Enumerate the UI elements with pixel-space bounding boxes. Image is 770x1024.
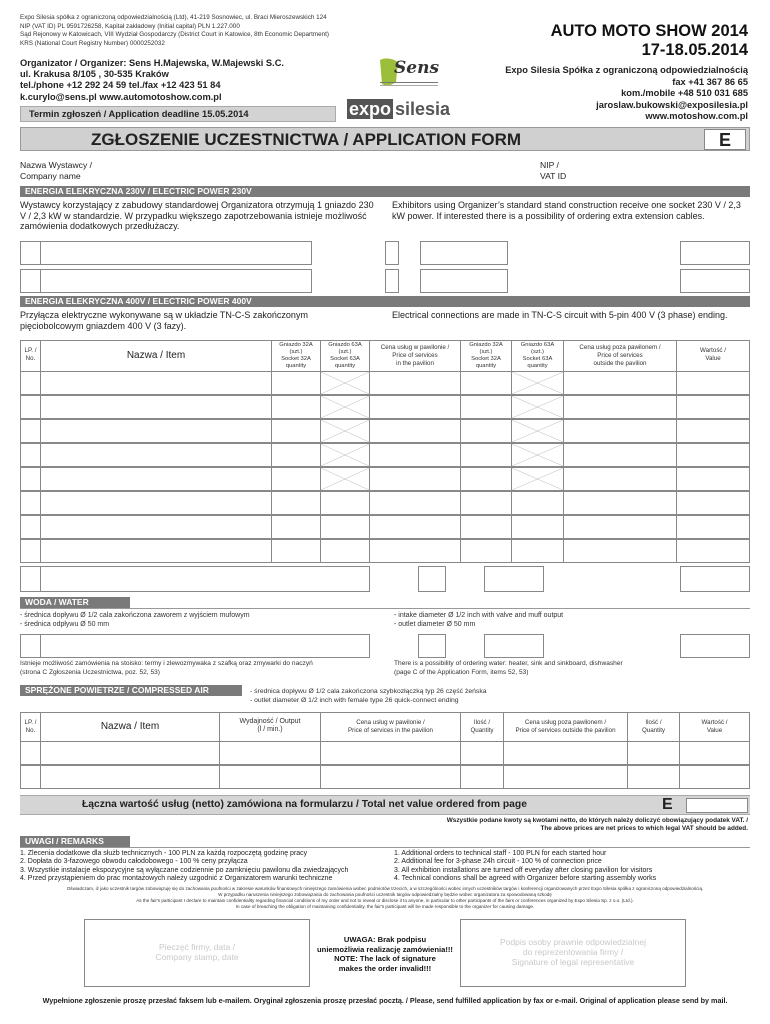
air-col-qty2: Ilość / Quantity — [627, 712, 680, 742]
total-letter: E — [662, 796, 673, 813]
remarks-right — [394, 850, 750, 883]
socket63-qty[interactable] — [320, 491, 370, 515]
socket32-qty[interactable] — [271, 467, 321, 491]
value-field[interactable] — [676, 539, 750, 563]
remarks-left — [20, 850, 390, 883]
row-name — [40, 741, 220, 765]
value-field[interactable] — [676, 515, 750, 539]
silesia-logo-part: silesia — [395, 99, 451, 119]
row-number — [20, 515, 41, 539]
price-cell — [484, 634, 544, 658]
remark-item: 1. Zlecenia dodatkowe dla służb technicznych - 100 PLN za każdą rozpoczętą godzinę pracy — [20, 850, 308, 857]
remark-item: 4. Technical condions shall be agreed with Organizer before starting assembly works — [394, 874, 657, 882]
row-name — [40, 443, 272, 467]
quantity-field[interactable] — [418, 634, 446, 658]
socket32b-qty[interactable] — [460, 443, 512, 467]
socket32-qty[interactable] — [271, 371, 321, 395]
remark-item: 4. Przed przystąpieniem do prac montażowych należy uzgodnić z Organizatorem warunki techniczne — [20, 874, 333, 882]
company-line: Sąd Rejonowy w Katowicach, VIII Wydział Gospodarczy (District Court in Katowice, 8th Economic Department) — [20, 31, 329, 39]
company-line: Expo Silesia spółka z ograniczoną odpowiedzialnością (Ltd), 41-219 Sosnowiec, ul. Braci Mieroszewskich 124 — [20, 14, 327, 21]
quantity-field[interactable] — [460, 765, 504, 789]
footer-note: Wypełnione zgłoszenie proszę przesłać faksem lub e-mailem. Oryginał zgłoszenia proszę przesłać pocztą. / Please, send fulfilled application by fax or e-mail. Original of application please send by mail. — [42, 996, 728, 1005]
expo-contact-line: kom./mobile +48 510 031 685 — [621, 88, 748, 98]
price-in-pavilion — [320, 741, 461, 765]
remark-item: 2. Dopłata do 3-fazowego obwodu całodobowego - 100 % ceny przyłącza — [20, 858, 248, 866]
row-name — [40, 395, 272, 419]
socket32b-qty[interactable] — [460, 491, 512, 515]
water-header: WODA / WATER — [20, 597, 130, 608]
price-in-pavilion — [369, 419, 461, 443]
price-outside-pavilion — [563, 371, 677, 395]
value-field[interactable] — [676, 491, 750, 515]
col-socket63b: Gniazdo 63A (szt.) Socket 63A quantity — [511, 340, 564, 372]
socket32-qty[interactable] — [271, 419, 321, 443]
power400-desc-en: Electrical connections are made in TN-C-S circuit with 5-pin 400 V (3 phase) ending. — [392, 310, 728, 320]
organizer-info — [20, 58, 360, 103]
row-number — [20, 395, 41, 419]
row-name — [40, 765, 220, 789]
remark-item: 3. All exhibition installations are turned off everyday after closing pavilion for visitors — [394, 866, 653, 874]
col-socket32: Gniazdo 32A (szt.) Socket 32A quantity — [271, 340, 321, 372]
vat-note-line: The above prices are net prices to which legal VAT should be added. — [540, 825, 748, 832]
organizer-line: Organizator / Organizer: Sens H.Majewska, W.Majewski S.C. — [20, 58, 285, 68]
socket63-qty[interactable] — [320, 539, 370, 563]
company-info — [20, 14, 440, 48]
row-number — [20, 419, 41, 443]
expo-contact-line: jaroslaw.bukowski@exposilesia.pl — [596, 99, 748, 110]
row-number — [20, 269, 41, 293]
price-outside-pavilion — [503, 741, 628, 765]
power400-desc-pl: Przyłącza elektryczne wykonywane są w układzie TN-C-S zakończonym pięciobolcowym gniazdem 400 V (3 fazy). — [20, 310, 308, 331]
price-outside-pavilion — [563, 515, 677, 539]
row-name — [40, 539, 272, 563]
air-col-qty: Ilość / Quantity — [460, 712, 504, 742]
row-name — [40, 491, 272, 515]
water-note-pl: Istnieje możliwość zamówienia na stoisko: termy i zlewozmywaka z szafką oraz zmywarki do naczyń (strona C Zgłoszenia Uczestnictwa, poz. 52, 53) — [20, 660, 313, 676]
socket32-qty[interactable] — [271, 395, 321, 419]
expo-contact — [505, 65, 748, 123]
price-in-pavilion — [320, 765, 461, 789]
company-line: NIP (VAT ID) PL 9591726258, Kapitał zakładowy (Initial capital) PLN 1.227.000 — [20, 22, 240, 30]
row-number — [20, 539, 41, 563]
price-outside-pavilion — [563, 491, 677, 515]
water-note-en: There is a possibility of ordering water: heater, sink and sinkboard, dishwasher (page C of the Application Form, items 52, 53) — [394, 660, 623, 676]
company-stamp-box[interactable] — [84, 919, 310, 987]
remarks-rule — [20, 847, 750, 848]
water-spec-pl: - średnica dopływu Ø 1/2 cala zakończona zaworem z wyjściem mufowym - średnica odpływu Ø 50 mm — [20, 612, 250, 628]
value-field[interactable] — [676, 371, 750, 395]
price-outside-pavilion — [563, 539, 677, 563]
quantity-field[interactable] — [385, 269, 399, 293]
col-socket32b: Gniazdo 32A (szt.) Socket 32A quantity — [460, 340, 512, 372]
legal-line: W przypadku naruszenia niniejszego zobowiązania do zachowania poufności uczestnik targów odpowiedzialny będzie wobec organizatora za spowodowaną szkodę — [218, 892, 552, 897]
air-col-price-out: Cena usług poza pawilonem / Price of services outside the pavilion — [503, 712, 628, 742]
form-title-bar — [20, 127, 750, 151]
quantity-field[interactable] — [627, 765, 680, 789]
remark-item: 2. Additional fee for 3-phase 24h circuit - 100 % of connection price — [394, 858, 602, 866]
socket32b-qty[interactable] — [460, 419, 512, 443]
output-field[interactable] — [219, 741, 321, 765]
price-outside-pavilion — [563, 443, 677, 467]
total-label: Łączna wartość usług (netto) zamówiona na formularzu / Total net value ordered from page — [82, 799, 527, 810]
row-number — [20, 371, 41, 395]
row-number — [20, 443, 41, 467]
expo-logo-part: expo — [349, 99, 392, 119]
col-price-out: Cena usług poza pawilonem / Price of services outside the pavilion — [563, 340, 677, 372]
row-name — [40, 515, 272, 539]
quantity-field[interactable] — [418, 566, 446, 592]
socket32-qty[interactable] — [271, 491, 321, 515]
col-value: Wartość / Value — [676, 340, 750, 372]
socket32b-qty[interactable] — [460, 371, 512, 395]
event-dates: 17-18.05.2014 — [641, 41, 748, 59]
water-rule — [20, 608, 750, 609]
total-bar — [20, 795, 750, 815]
row-name — [40, 371, 272, 395]
expo-contact-line: Expo Silesia Spółka z ograniczoną odpowiedzialnością — [505, 65, 748, 75]
crossed-out-cell — [511, 419, 564, 443]
row-number — [20, 741, 41, 765]
socket63b-qty[interactable] — [511, 515, 564, 539]
price-in-pavilion — [369, 539, 461, 563]
company-line: KRS (National Court Registry Number) 0000252032 — [20, 39, 165, 47]
vat-id-label: NIP / VAT ID — [540, 160, 567, 181]
power230-desc-en: Exhibitors using Organizer’s standard stand construction receive one socket 230 V / 2,3 kW power. If interested there is a possibility of ordering extra extension cables. — [392, 200, 741, 221]
price-cell — [420, 241, 508, 265]
price-in-pavilion — [369, 443, 461, 467]
air-col-price-in: Cena usług w pawilonie / Price of services in the pavilion — [320, 712, 461, 742]
form-letter: E — [704, 129, 746, 150]
socket32b-qty[interactable] — [460, 515, 512, 539]
row-number — [20, 634, 41, 658]
socket32-qty[interactable] — [271, 443, 321, 467]
total-value-field[interactable] — [686, 798, 748, 813]
legal-line: As the fair's participant I declare to maintain confidentiality regarding financial conditions of my order and not to reveal or disclose it to anyone, in particular to other participants of the fairs or conferences organized by Expo Silesia Sp. z o.o. (Ltd.). — [136, 898, 634, 903]
value-field[interactable] — [676, 395, 750, 419]
value-field[interactable] — [679, 765, 750, 789]
crossed-out-cell — [320, 419, 370, 443]
row-number — [20, 765, 41, 789]
price-outside-pavilion — [563, 419, 677, 443]
remark-item: 1. Additional orders to technical staff - 100 PLN for each started hour — [394, 850, 607, 857]
value-field[interactable] — [676, 419, 750, 443]
company-name-label: Nazwa Wystawcy / Company name — [20, 160, 93, 181]
vat-note — [447, 817, 748, 833]
socket63b-qty[interactable] — [511, 539, 564, 563]
col-name: Nazwa / Item — [40, 340, 272, 372]
crossed-out-cell — [511, 395, 564, 419]
organizer-line: ul. Krakusa 8/105 , 30-535 Kraków — [20, 69, 169, 80]
quantity-field[interactable] — [460, 741, 504, 765]
sens-logo-text: Sens — [394, 58, 440, 78]
crossed-out-cell — [320, 371, 370, 395]
deadline-box — [20, 106, 336, 122]
water-spec-en: - intake diameter Ø 1/2 inch with valve and muff output - outlet diameter Ø 50 mm — [394, 612, 564, 628]
crossed-out-cell — [320, 443, 370, 467]
form-title: ZGŁOSZENIE UCZESTNICTWA / APPLICATION FORM — [91, 130, 522, 149]
price-in-pavilion — [369, 515, 461, 539]
event-title: AUTO MOTO SHOW 2014 — [550, 22, 748, 40]
sens-logo — [378, 56, 440, 92]
row-name — [40, 634, 370, 658]
socket32b-qty[interactable] — [460, 467, 512, 491]
organizer-line: k.curylo@sens.pl www.automotoshow.com.pl — [20, 91, 222, 102]
price-in-pavilion — [369, 467, 461, 491]
price-cell — [484, 566, 544, 592]
expo-contact-line: fax +41 367 86 65 — [672, 76, 748, 87]
crossed-out-cell — [320, 395, 370, 419]
air-header: SPRĘŻONE POWIETRZE / COMPRESSED AIR — [20, 685, 242, 696]
row-number — [20, 241, 41, 265]
vat-note-line: Wszystkie podane kwoty są kwotami netto, do których należy doliczyć obowiązujący podatek VAT. / — [446, 817, 748, 824]
socket32-qty[interactable] — [271, 539, 321, 563]
price-in-pavilion — [369, 491, 461, 515]
output-field[interactable] — [219, 765, 321, 789]
remark-item: 3. Wszystkie instalacje ekspozycyjne są wyłączane codziennie po zamknięciu pawilonu dla zwiedzających — [20, 866, 349, 874]
value-field[interactable] — [676, 443, 750, 467]
row-name — [40, 467, 272, 491]
value-field[interactable] — [676, 467, 750, 491]
row-name — [40, 566, 370, 592]
quantity-field[interactable] — [385, 241, 399, 265]
col-price-in: Cena usług w pawilonie / Price of services in the pavilion — [369, 340, 461, 372]
socket32-qty[interactable] — [271, 515, 321, 539]
socket32b-qty[interactable] — [460, 539, 512, 563]
value-field[interactable] — [680, 634, 750, 658]
crossed-out-cell — [511, 467, 564, 491]
price-in-pavilion — [369, 395, 461, 419]
remarks-header: UWAGI / REMARKS — [20, 836, 130, 847]
row-name — [40, 419, 272, 443]
price-outside-pavilion — [563, 395, 677, 419]
price-cell — [420, 269, 508, 293]
socket63-qty[interactable] — [320, 515, 370, 539]
air-col-output: Wydajność / Output (l / min.) — [219, 712, 321, 742]
company-stamp-label: Pieczęć firmy, data / Company stamp, date — [155, 942, 239, 962]
row-number — [20, 491, 41, 515]
crossed-out-cell — [511, 371, 564, 395]
air-spec: - średnica dopływu Ø 1/2 cala zakończona szybkozłączką typ 26 część żeńska - outlet diameter Ø 1/2 inch with female type 26 quick-connect ending — [250, 688, 487, 704]
price-in-pavilion — [369, 371, 461, 395]
row-number — [20, 467, 41, 491]
value-field[interactable] — [680, 241, 750, 265]
company-name-field[interactable] — [20, 182, 530, 183]
socket63b-qty[interactable] — [511, 491, 564, 515]
col-lp: LP. / No. — [20, 340, 41, 372]
price-outside-pavilion — [503, 765, 628, 789]
quantity-field[interactable] — [627, 741, 680, 765]
legal-line: In case of breaching the obligation of maintaining confidentiality, the fair's participant will be made responsible to the organizer for causing damage. — [235, 904, 535, 909]
row-number — [20, 566, 41, 592]
signature-warning: UWAGA: Brak podpisu uniemożliwia realizację zamówienia!!! NOTE: The lack of signature makes the order invalid!!! — [317, 935, 453, 973]
organizer-line: tel./phone +12 292 24 59 tel./fax +12 423 51 84 — [20, 80, 221, 91]
deadline-text: Termin zgłoszeń / Application deadline 15.05.2014 — [29, 109, 249, 119]
signature-box[interactable] — [460, 919, 686, 987]
row-name — [40, 241, 312, 265]
crossed-out-cell — [320, 467, 370, 491]
value-field[interactable] — [680, 269, 750, 293]
socket32b-qty[interactable] — [460, 395, 512, 419]
expo-contact-line: www.motoshow.com.pl — [645, 111, 748, 121]
air-col-name: Nazwa / Item — [40, 712, 220, 742]
row-name — [40, 269, 312, 293]
expo-silesia-logo — [347, 98, 450, 120]
signature-label: Podpis osoby prawnie odpowiedzialnej do reprezentowania firmy / Signature of legal representative — [499, 937, 646, 967]
col-socket63: Gniazdo 63A (szt.) Socket 63A quantity — [320, 340, 370, 372]
crossed-out-cell — [511, 443, 564, 467]
power230-header: ENERGIA ELEKRYCZNA 230V / ELECTRIC POWER 230V — [20, 186, 750, 197]
power400-header: ENERGIA ELEKRYCZNA 400V / ELECTRIC POWER 400V — [20, 296, 750, 307]
air-col-value: Wartość / Value — [679, 712, 750, 742]
legal-declaration — [20, 886, 750, 910]
price-outside-pavilion — [563, 467, 677, 491]
air-col-lp: LP. / No. — [20, 712, 41, 742]
value-field[interactable] — [679, 741, 750, 765]
value-field[interactable] — [680, 566, 750, 592]
power230-desc-pl: Wystawcy korzystający z zabudowy standardowej Organizatora otrzymują 1 gniazdo 230 V / 2,3 kW w standardzie. W przypadku większego zapotrzebowania istnieje możliwość zamówienia dodatkowych przedłużaczy. — [20, 200, 374, 231]
legal-line: Oświadczam, iż jako uczestnik targów zobowiązuję się do zachowania poufności w zakresie warunków finansowych niniejszego zamówienia wobec podmiotów trzecich, a w szczególności wobec innych uczestników targów i konferencji organizowanych przez Expo Silesia spółka z ograniczoną odpowiedzialnością. — [66, 886, 704, 891]
